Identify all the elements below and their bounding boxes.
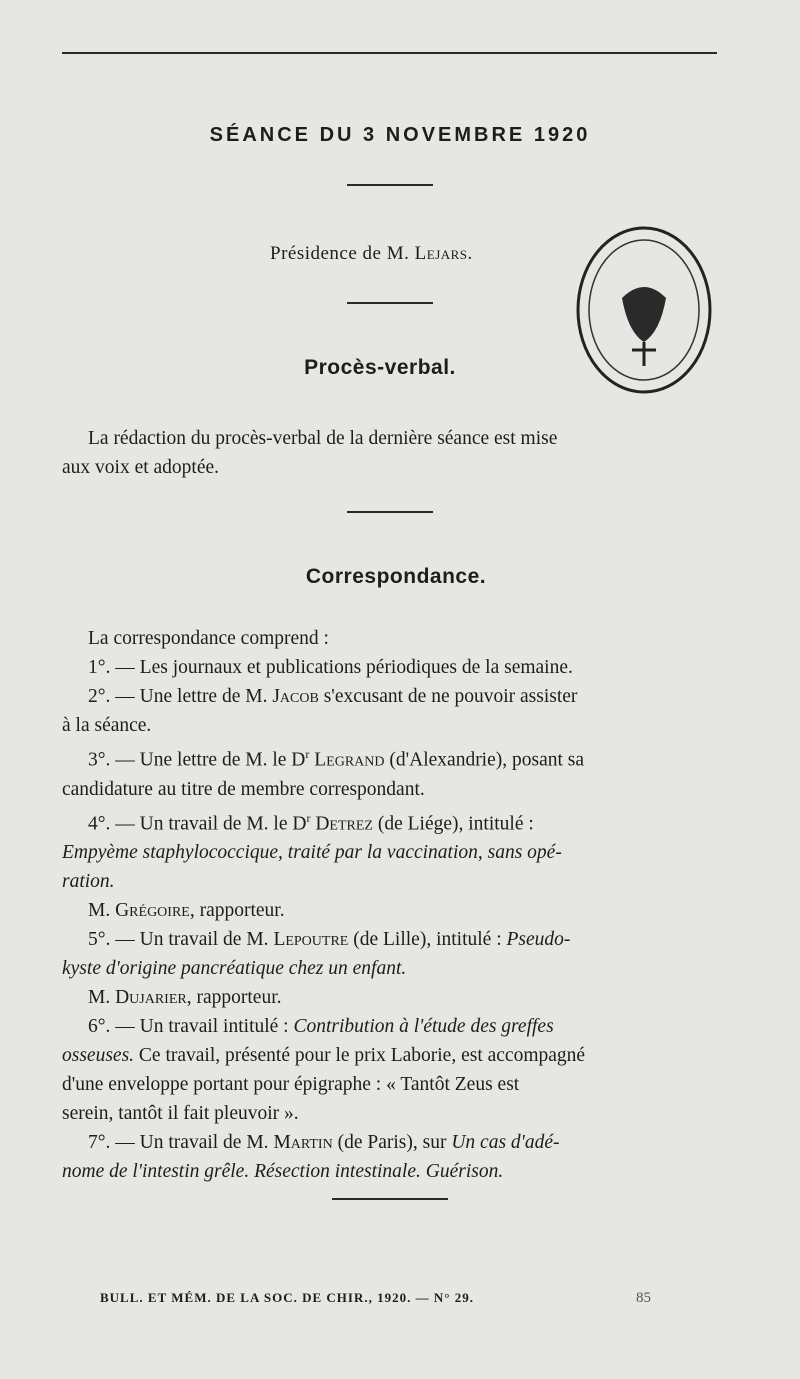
item-2-cont: à la séance. <box>62 715 152 736</box>
person-name: Dujarier <box>115 987 187 1008</box>
text-line: aux voix et adoptée. <box>62 457 220 478</box>
page-title: SÉANCE DU 3 NOVEMBRE 1920 <box>209 124 591 146</box>
item-6: 6°. — Un travail intitulé : Contribution à l'étude des greffes <box>88 1016 554 1037</box>
separator-rule <box>347 302 433 304</box>
presidence-line <box>270 243 473 265</box>
text-line: La rédaction du procès-verbal de la dernière séance est mise <box>88 428 558 449</box>
item-4-rapporteur: M. Grégoire, rapporteur. <box>88 900 285 921</box>
item-6-cont: serein, tantôt il fait pleuvoir ». <box>62 1103 299 1124</box>
item-1: 1°. — Les journaux et publications périodiques de la semaine. <box>88 657 573 678</box>
person-name: Lepoutre <box>273 929 349 950</box>
separator-rule <box>347 511 433 513</box>
intro-line: La correspondance comprend : <box>88 628 329 649</box>
item-6-cont: osseuses. Ce travail, présenté pour le prix Laborie, est accompagné <box>62 1045 586 1066</box>
person-name: Jacob <box>272 686 319 707</box>
person-name: Martin <box>273 1132 333 1153</box>
separator-rule <box>332 1198 448 1200</box>
item-5-title: kyste d'origine pancréatique chez un enfant. <box>62 958 407 979</box>
journal-footer: BULL. ET MÉM. DE LA SOC. DE CHIR., 1920. — N° 29. <box>100 1290 474 1305</box>
item-3-cont: candidature au titre de membre correspondant. <box>62 778 425 800</box>
item-5-rapporteur: M. Dujarier, rapporteur. <box>88 987 282 1008</box>
person-name: Legrand <box>309 749 385 771</box>
item-4: 4°. — Un travail de M. le $D^r$ Detrez (de Liége), intitulé : <box>88 810 534 834</box>
correspondance-heading: Correspondance. <box>305 565 487 588</box>
item-4-title-cont: ration. <box>62 871 115 892</box>
item-7: 7°. — Un travail de M. Martin (de Paris), sur Un cas d'adé- <box>88 1132 560 1153</box>
library-stamp <box>562 218 722 418</box>
proces-verbal-heading: Procès-verbal. <box>304 356 456 379</box>
item-4-title: Empyème staphylococcique, traité par la vaccination, sans opé- <box>62 842 562 863</box>
item-2: 2°. — Une lettre de M. Jacob s'excusant de ne pouvoir assister <box>88 686 578 707</box>
separator-rule <box>347 184 433 186</box>
item-7-title: nome de l'intestin grêle. Résection intestinale. Guérison. <box>62 1161 504 1182</box>
item-3: 3°. — Une lettre de M. le $D^r$ Legrand (d'Alexandrie), posant sa <box>88 747 585 771</box>
person-name: Detrez <box>310 813 373 834</box>
correspondance-text <box>62 624 728 1186</box>
page-number: 85 <box>636 1290 651 1306</box>
proces-verbal-text <box>62 424 728 482</box>
item-5: 5°. — Un travail de M. Lepoutre (de Lille), intitulé : Pseudo- <box>88 929 571 950</box>
person-name: Grégoire <box>115 900 190 921</box>
item-6-cont: d'une enveloppe portant pour épigraphe : « Tantôt Zeus est <box>62 1074 520 1095</box>
presidence-prefix: Présidence de M. <box>270 243 415 264</box>
top-rule <box>62 52 717 54</box>
president-name: Lejars. <box>414 243 473 264</box>
